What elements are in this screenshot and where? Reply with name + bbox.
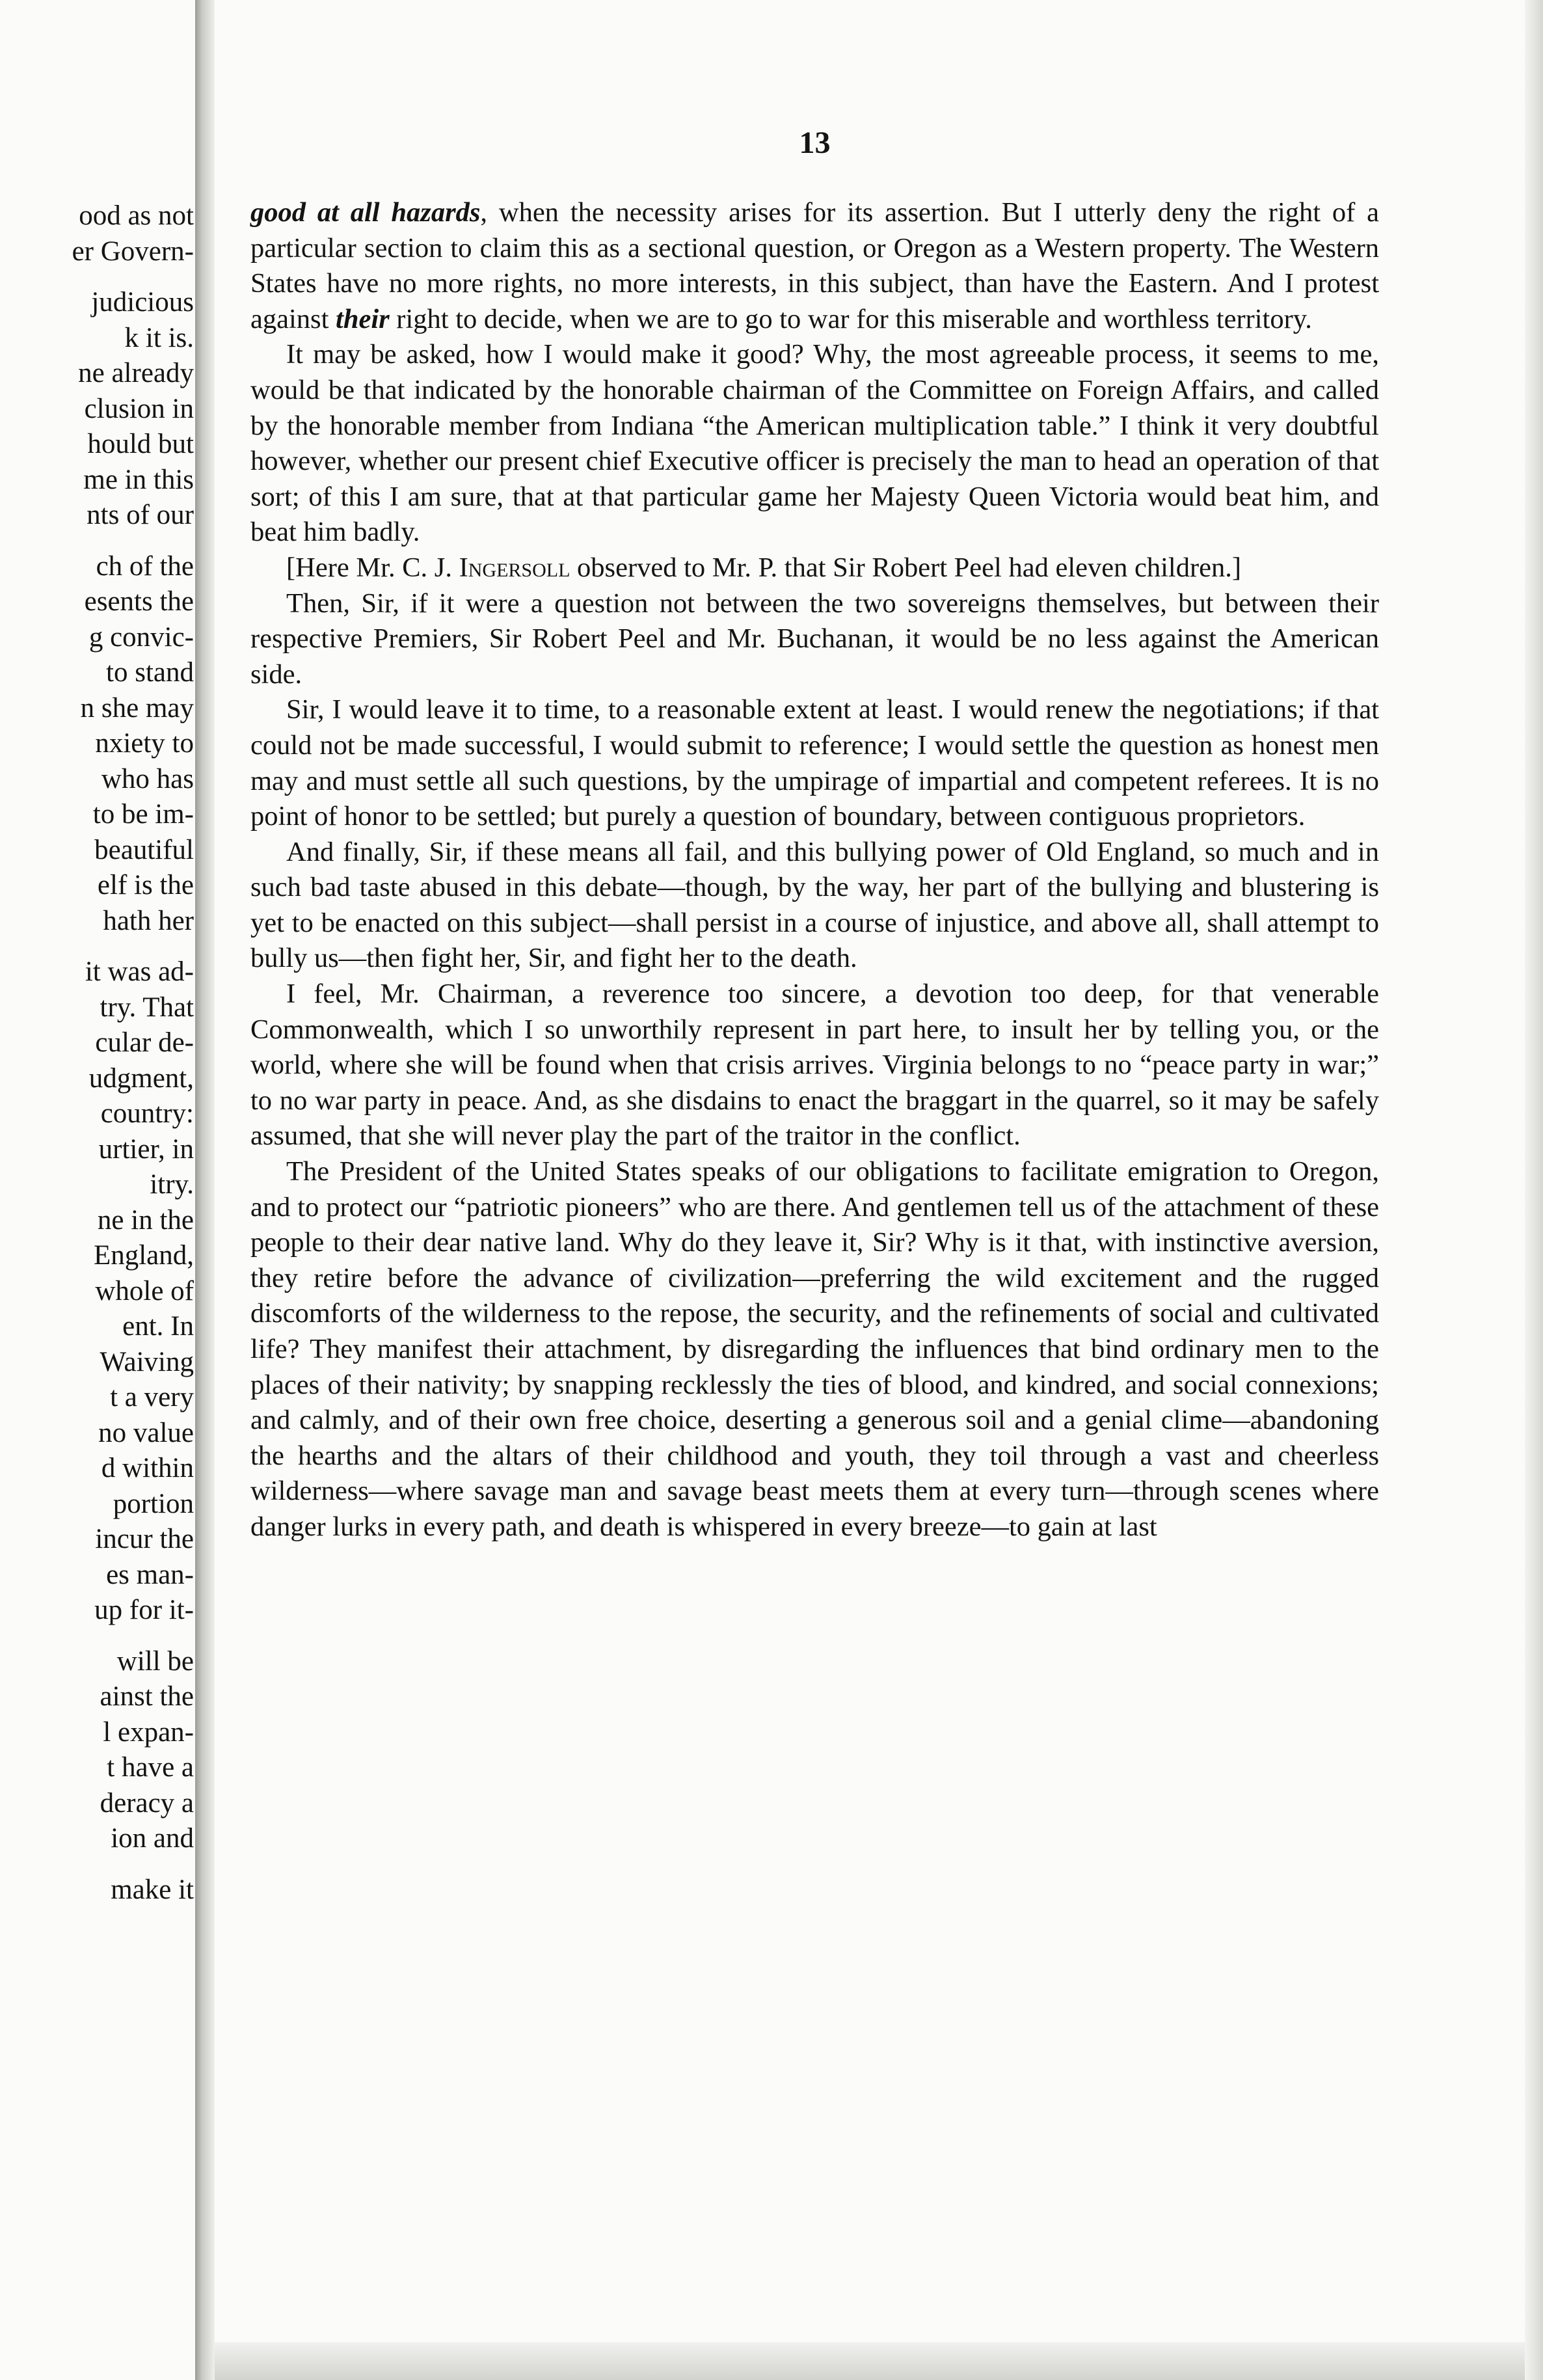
facing-page-line: portion: [113, 1488, 194, 1519]
facing-page-line: beautiful: [94, 834, 194, 865]
facing-page-line: try. That: [100, 992, 194, 1023]
facing-page-line: urtier, in: [98, 1133, 194, 1165]
facing-page-line: esents the: [84, 586, 194, 617]
facing-page-text-column: [0, 198, 195, 1908]
facing-page-line: ne already: [78, 358, 194, 388]
name-ingersoll: Ingersoll: [459, 552, 570, 583]
facing-page-line: hath her: [103, 905, 194, 936]
facing-page-line: deracy a: [100, 1787, 194, 1819]
paragraph-1-text: , when the necessity arises for its assertion. But I utterly deny the right of a particular section to claim this as a sectional question, or Oregon as a Western property. The Western States have no more rights, no more interests, in this subject, than have the Eastern. And I protest against: [250, 197, 1379, 334]
facing-page-line: itry.: [150, 1169, 194, 1200]
facing-page-line: cular de-: [95, 1027, 194, 1058]
facing-page-line: [0, 269, 195, 285]
facing-page-line: judicious: [91, 287, 194, 318]
paragraph-1-end: right to decide, when we are to go to war for this miserable and worthless territory.: [389, 303, 1312, 334]
facing-page-line: ion and: [111, 1823, 194, 1854]
facing-page-line: ch of the: [96, 550, 194, 582]
facing-page-line: no value: [98, 1417, 194, 1448]
facing-page-line: ne in the: [97, 1204, 194, 1236]
facing-page-line: ent. In: [122, 1311, 194, 1342]
facing-page-line: n she may: [80, 692, 194, 723]
facing-page-line: g convic-: [88, 621, 194, 653]
facing-page-line: es man-: [106, 1559, 194, 1590]
page-number: 13: [799, 126, 831, 160]
page-right-edge: [1525, 0, 1543, 2380]
facing-page-line: ood as not: [79, 200, 194, 231]
book-gutter: [195, 0, 215, 2380]
facing-page-line: clusion in: [84, 393, 194, 424]
paragraph-3: [250, 550, 1379, 586]
facing-page-line: [0, 1857, 195, 1873]
facing-page-line: l expan-: [103, 1716, 194, 1748]
facing-page-line: d within: [101, 1453, 194, 1483]
facing-page-line: nts of our: [87, 500, 194, 530]
facing-page-line: [0, 534, 195, 549]
emphasis-their: their: [336, 303, 390, 334]
facing-page-line: whole of: [95, 1275, 194, 1306]
facing-page-line: [0, 939, 195, 954]
facing-page-fragment: [0, 39, 195, 2355]
paragraph-4: Then, Sir, if it were a question not between the two sovereigns themselves, but between their respective Premiers, Sir Robert Peel and Mr. Buchanan, it would be no less against the American side.: [250, 588, 1379, 690]
facing-page-line: to be im-: [92, 799, 194, 830]
paragraph-2: It may be asked, how I would make it good? Why, the most agreeable process, it seems to me, would be that indicated by the honorable chairman of the Committee on Foreign Affairs, and called by the honorable member from Indiana “the American multiplication table.” I think it very doubtful however, whether our present chief Executive officer is precisely the man to head an operation of that sort; of this I am sure, that at that particular game her Majesty Queen Victoria would beat him, and beat him badly.: [250, 339, 1379, 548]
facing-page-line: k it is.: [124, 322, 194, 353]
facing-page-line: England,: [93, 1240, 194, 1271]
book-page: [250, 124, 1379, 1545]
facing-page-line: who has: [101, 763, 194, 794]
paragraph-5: Sir, I would leave it to time, to a reasonable extent at least. I would renew the negotiations; if that could not be made successful, I would submit to reference; I would settle the question as honest men may and must settle all such questions, by the umpirage of impartial and competent referees. It is no point of honor to be settled; but purely a question of boundary, between contiguous proprietors.: [250, 694, 1379, 832]
facing-page-line: incur the: [95, 1524, 194, 1554]
paragraph-7: I feel, Mr. Chairman, a reverence too sincere, a devotion too deep, for that venerable Commonwealth, which I so unworthily represent in part here, to insult her by telling you, or the world, where she will be found when that crisis arrives. Virginia belongs to no “peace party in war;” to no war party in peace. And, as she disdains to enact the braggart in the quarrel, so it may be safely assumed, that she will never play the part of the traitor in the conflict.: [250, 979, 1379, 1152]
facing-page-line: hould but: [87, 429, 194, 459]
page-bottom-edge: [215, 2342, 1525, 2380]
facing-page-line: up for it-: [94, 1595, 194, 1625]
facing-page-line: elf is the: [97, 870, 194, 900]
paragraph-3-start: [Here Mr. C. J.: [286, 552, 459, 583]
paragraph-1: [250, 195, 1379, 337]
facing-page-line: udgment,: [88, 1062, 194, 1094]
facing-page-line: ainst the: [100, 1681, 194, 1712]
facing-page-line: make it: [111, 1874, 194, 1905]
facing-page-line: it was ad-: [85, 956, 194, 987]
paragraph-8: The President of the United States speaks of our obligations to facilitate emigration to Oregon, and to protect our “patriotic pioneers” who are there. And gentlemen tell us of the attachment of these people to their dear native land. Why do they leave it, Sir? Why is it that, with instinctive aversion, they retire before the advance of civilization—preferring the wild excitement and the rugged discomforts of the wilderness to the repose, the security, and the refinements of social and cultivated life? They manifest their attachment, by disregarding the influences that bind ordinary men to the places of their nativity; by snapping recklessly the ties of blood, and kindred, and social connexions; and calmly, and of their own free choice, deserting a generous soil and a genial clime—abandoning the hearths and the altars of their childhood and youth, they toil through a vast and cheerless wilderness—where savage man and savage beast meets them at every turn—through scenes where danger lurks in every path, and death is whispered in every breeze—to gain at last: [250, 1156, 1379, 1542]
facing-page-line: will be: [116, 1645, 194, 1677]
paragraph-6: And finally, Sir, if these means all fail, and this bullying power of Old England, so much and in such bad taste abused in this debate—though, by the way, her part of the bullying and blustering is yet to be enacted on this subject—shall persist in a course of injustice, and above all, shall attempt to bully us—then fight her, Sir, and fight her to the death.: [250, 836, 1379, 974]
facing-page-line: [0, 1629, 195, 1644]
emphasis-good-at-all-hazards: good at all hazards: [250, 197, 481, 228]
facing-page-line: t a very: [110, 1382, 194, 1413]
facing-page-line: me in this: [83, 464, 194, 495]
facing-page-line: country:: [100, 1098, 194, 1129]
facing-page-line: Waiving: [100, 1346, 194, 1377]
facing-page-line: t have a: [107, 1752, 194, 1783]
paragraph-3-end: observed to Mr. P. that Sir Robert Peel had eleven children.]: [570, 552, 1242, 583]
facing-page-line: to stand: [106, 657, 194, 688]
facing-page-line: er Govern-: [72, 236, 194, 267]
facing-page-line: nxiety to: [95, 728, 194, 759]
